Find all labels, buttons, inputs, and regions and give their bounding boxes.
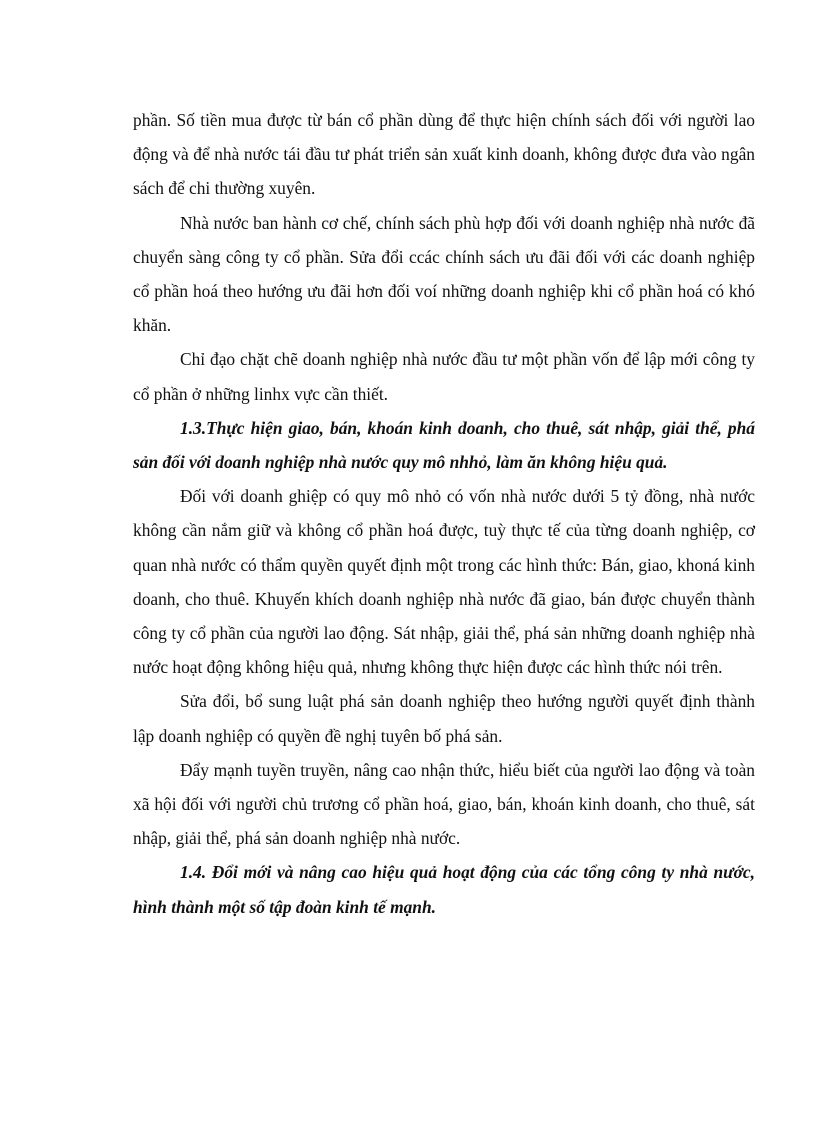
paragraph-direction-investment: Chỉ đạo chặt chẽ doanh nghiệp nhà nước đầu tư một phần vốn để lập mới công ty cổ phần ở những linhx vực cần thiết. (133, 349, 755, 404)
paragraph-intro-continuation: phần. Số tiền mua được từ bán cổ phần dùng để thực hiện chính sách đối với người lao động và để nhà nước tái đầu tư phát triển sản xuất kinh doanh, không được đưa vào ngân sách để chi thường xuyên. (133, 110, 755, 199)
section-heading-1-3: 1.3.Thực hiện giao, bán, khoán kinh doanh, cho thuê, sát nhập, giải thể, phá sản đối với doanh nghiệp nhà nước quy mô nhhỏ, làm ăn không hiệu quả. (133, 417, 755, 473)
paragraph-small-enterprises: Đối với doanh ghiệp có quy mô nhỏ có vốn nhà nước dưới 5 tỷ đồng, nhà nước không cần nắm giữ và không cổ phần hoá được, tuỳ thực tế của từng doanh nghiệp, cơ quan nhà nước có thẩm quyền quyết định một trong các hình thức: Bán, giao, khoná kinh doanh, cho thuê. Khuyến khích doanh nghiệp nhà nước đã giao, bán được chuyển thành công ty cổ phần của người lao động. Sát nhập, giải thể, phá sản những doanh nghiệp nhà nước hoạt động không hiệu quả, nhưng không thực hiện được các hình thức nói trên. (133, 486, 755, 678)
paragraph-awareness: Đẩy mạnh tuyền truyền, nâng cao nhận thức, hiểu biết của người lao động và toàn xã hội đối với người chủ trương cổ phần hoá, giao, bán, khoán kinh doanh, cho thuê, sát nhập, giải thể, phá sản doanh nghiệp nhà nước. (133, 759, 755, 849)
paragraph-bankruptcy-law: Sửa đổi, bổ sung luật phá sản doanh nghiệp theo hướng người quyết định thành lập doanh nghiệp có quyền đề nghị tuyên bố phá sản. (133, 691, 755, 746)
document-page (133, 103, 755, 924)
paragraph-policy-mechanism: Nhà nước ban hành cơ chế, chính sách phù hợp đối với doanh nghiệp nhà nước đã chuyển sàng công ty cổ phần. Sửa đổi ccác chính sách ưu đãi đối với các doanh nghiệp cổ phần hoá theo hướng ưu đãi hơn đối voí những doanh nghiệp khi cổ phần hoá có khó khăn. (133, 212, 755, 336)
section-heading-1-4: 1.4. Đổi mới và nâng cao hiệu quả hoạt động của các tổng công ty nhà nước, hình thành một số tập đoàn kinh tế mạnh. (133, 862, 755, 917)
